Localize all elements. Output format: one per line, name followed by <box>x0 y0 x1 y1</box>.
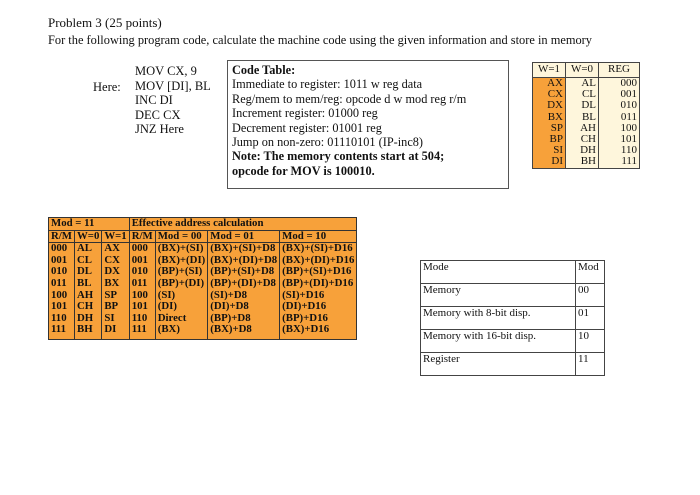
mode-cell: Register <box>421 353 576 376</box>
ea-mod01-cell: (SI)+D8 <box>210 288 248 301</box>
ea-mod01-cell: (BX)+(DI)+D8 <box>210 253 278 266</box>
ea-w1-cell: BP <box>104 300 119 313</box>
ea-mod00-column <box>155 243 208 340</box>
problem-instruction: For the following program code, calculate the machine code using the given information and store in memory <box>48 33 592 47</box>
ea-mod01-cell: (BP)+(DI)+D8 <box>210 276 276 289</box>
reg-code-column <box>599 78 640 169</box>
ea-header: R/M <box>49 230 75 243</box>
ea-rm-cell: 100 <box>131 288 148 301</box>
ea-mod00-cell: (BP)+(SI) <box>157 265 203 278</box>
mode-header: Mode <box>421 261 576 284</box>
ea-header: Mod = 00 <box>155 230 208 243</box>
reg-w1-cell: BP <box>549 133 563 146</box>
ea-rm-cell: 101 <box>131 300 148 313</box>
code-line: JNZ Here <box>135 122 184 137</box>
reg-w0-cell: CH <box>580 133 596 146</box>
ea-rm-cell: 000 <box>131 242 148 255</box>
code-table-line: Reg/mem to mem/reg: opcode d w mod reg r/m <box>232 91 467 106</box>
mode-cell: Memory with 8-bit disp. <box>421 307 576 330</box>
reg-code-cell: 010 <box>620 99 637 112</box>
code-line: DEC CX <box>135 107 181 122</box>
ea-w1-column <box>102 243 129 340</box>
ea-mod10-column <box>280 243 357 340</box>
reg-code-cell: 110 <box>620 144 637 157</box>
ea-rm-cell: 001 <box>131 253 148 266</box>
reg-code-cell: 000 <box>620 77 637 89</box>
ea-w0-cell: DL <box>77 265 92 278</box>
ea-mod00-cell: (BX) <box>157 323 180 336</box>
reg-w0-cell: BH <box>580 155 596 168</box>
reg-code-cell: 011 <box>620 110 637 123</box>
reg-w1-cell: AX <box>547 77 563 89</box>
ea-mod10-cell: (DI)+D16 <box>282 300 327 313</box>
ea-mod00-cell: (BX)+(SI) <box>157 242 204 255</box>
reg-w0-column <box>566 78 599 169</box>
code-table-note: Note: The memory contents start at 504; <box>232 149 445 164</box>
ea-w0-cell: DH <box>77 311 94 324</box>
ea-rm-cell: 011 <box>131 276 148 289</box>
ea-w0-cell: CH <box>77 300 94 313</box>
ea-w0-cell: BH <box>77 323 93 336</box>
ea-w1-cell: DX <box>104 265 120 278</box>
ea-mod01-cell: (DI)+D8 <box>210 300 249 313</box>
ea-w1-cell: CX <box>104 253 120 266</box>
ea-rm1-column <box>49 243 75 340</box>
ea-w0-cell: AL <box>77 242 92 255</box>
ea-rm-cell: 110 <box>131 311 148 324</box>
ea-mod01-cell: (BP)+(SI)+D8 <box>210 265 275 278</box>
ea-mod00-cell: Direct <box>157 311 187 324</box>
reg-code-cell: 100 <box>620 121 637 134</box>
ea-mod10-cell: (BP)+D16 <box>282 311 328 324</box>
ea-mod01-column <box>208 243 280 340</box>
ea-header: Mod = 10 <box>280 230 357 243</box>
reg-w0-cell: BL <box>581 110 596 123</box>
ea-mod00-cell: (DI) <box>157 300 177 313</box>
mod-cell: 00 <box>576 284 605 307</box>
reg-w0-cell: DH <box>580 144 596 157</box>
ea-rm-cell: 001 <box>51 253 68 266</box>
ea-rm2-column <box>129 243 155 340</box>
code-table-line: Decrement register: 01001 reg <box>232 120 382 135</box>
ea-w0-cell: CL <box>77 253 92 266</box>
program-code <box>135 64 211 137</box>
reg-w0-cell: CL <box>581 88 596 101</box>
ea-label: Effective address calculation <box>129 218 357 231</box>
ea-w0-cell: AH <box>77 288 94 301</box>
code-table-line: Increment register: 01000 reg <box>232 106 378 121</box>
ea-rm-cell: 110 <box>51 311 67 324</box>
ea-rm-cell: 010 <box>51 265 68 278</box>
ea-w1-cell: SP <box>104 288 117 301</box>
ea-w0-cell: BL <box>77 276 92 289</box>
code-table-line: Immediate to register: 1011 w reg data <box>232 77 423 92</box>
ea-header: W=1 <box>102 230 129 243</box>
ea-rm-cell: 101 <box>51 300 68 313</box>
mod-header: Mod <box>576 261 605 284</box>
mode-cell: Memory with 16-bit disp. <box>421 330 576 353</box>
mode-cell: Memory <box>421 284 576 307</box>
mod-cell: 10 <box>576 330 605 353</box>
reg-header-w0: W=0 <box>566 63 599 78</box>
ea-mod00-cell: (SI) <box>157 288 176 301</box>
reg-w1-cell: SP <box>550 121 563 134</box>
ea-mod10-cell: (BX)+(SI)+D16 <box>282 242 353 255</box>
code-table-note: opcode for MOV is 100010. <box>232 163 375 178</box>
reg-w1-cell: SI <box>553 144 563 157</box>
reg-w0-cell: AH <box>580 121 596 134</box>
reg-w1-cell: DX <box>547 99 563 112</box>
ea-w1-cell: DI <box>104 323 117 336</box>
ea-rm-cell: 111 <box>131 323 147 336</box>
reg-w1-column <box>533 78 566 169</box>
ea-w1-cell: BX <box>104 276 120 289</box>
mod11-label: Mod = 11 <box>49 218 130 231</box>
code-table-line: Jump on non-zero: 01110101 (IP-inc8) <box>232 135 424 150</box>
ea-rm-cell: 111 <box>51 323 67 336</box>
mode-table <box>420 260 605 376</box>
ea-w1-cell: AX <box>104 242 120 255</box>
ea-header: W=0 <box>75 230 102 243</box>
reg-code-cell: 111 <box>621 155 637 168</box>
reg-code-cell: 101 <box>620 133 637 146</box>
ea-mod00-cell: (BP)+(DI) <box>157 276 205 289</box>
code-table-title: Code Table: <box>232 63 296 77</box>
reg-w0-cell: AL <box>581 77 596 89</box>
ea-mod10-cell: (BP)+(DI)+D16 <box>282 276 354 289</box>
ea-rm-cell: 100 <box>51 288 68 301</box>
mod-cell: 11 <box>576 353 605 376</box>
ea-rm-cell: 000 <box>51 242 68 255</box>
ea-mod10-cell: (SI)+D16 <box>282 288 325 301</box>
problem-title: Problem 3 (25 points) <box>48 15 162 30</box>
ea-mod10-cell: (BX)+(DI)+D16 <box>282 253 355 266</box>
ea-rm-cell: 011 <box>51 276 67 289</box>
ea-rm-cell: 010 <box>131 265 148 278</box>
ea-mod01-cell: (BX)+(SI)+D8 <box>210 242 276 255</box>
ea-header: R/M <box>129 230 155 243</box>
reg-w1-cell: BX <box>547 110 563 123</box>
ea-mod01-cell: (BX)+D8 <box>210 323 252 336</box>
code-line: MOV [DI], BL <box>135 78 211 93</box>
reg-header-w1: W=1 <box>533 63 566 78</box>
ea-mod10-cell: (BP)+(SI)+D16 <box>282 265 352 278</box>
code-table <box>227 60 509 189</box>
ea-mod01-cell: (BP)+D8 <box>210 311 251 324</box>
ea-w0-column <box>75 243 102 340</box>
code-line: MOV CX, 9 <box>135 64 197 78</box>
ea-mod10-cell: (BX)+D16 <box>282 323 330 336</box>
ea-mod00-cell: (BX)+(DI) <box>157 253 206 266</box>
ea-table <box>48 217 357 340</box>
mod-cell: 01 <box>576 307 605 330</box>
reg-w0-cell: DL <box>581 99 596 112</box>
ea-header: Mod = 01 <box>208 230 280 243</box>
reg-w1-cell: DI <box>551 155 563 168</box>
here-label: Here: <box>93 80 121 94</box>
ea-w1-cell: SI <box>104 311 115 324</box>
code-line: INC DI <box>135 93 173 108</box>
register-table <box>532 62 640 169</box>
reg-header-reg: REG <box>599 63 640 78</box>
reg-code-cell: 001 <box>620 88 637 101</box>
reg-w1-cell: CX <box>547 88 563 101</box>
